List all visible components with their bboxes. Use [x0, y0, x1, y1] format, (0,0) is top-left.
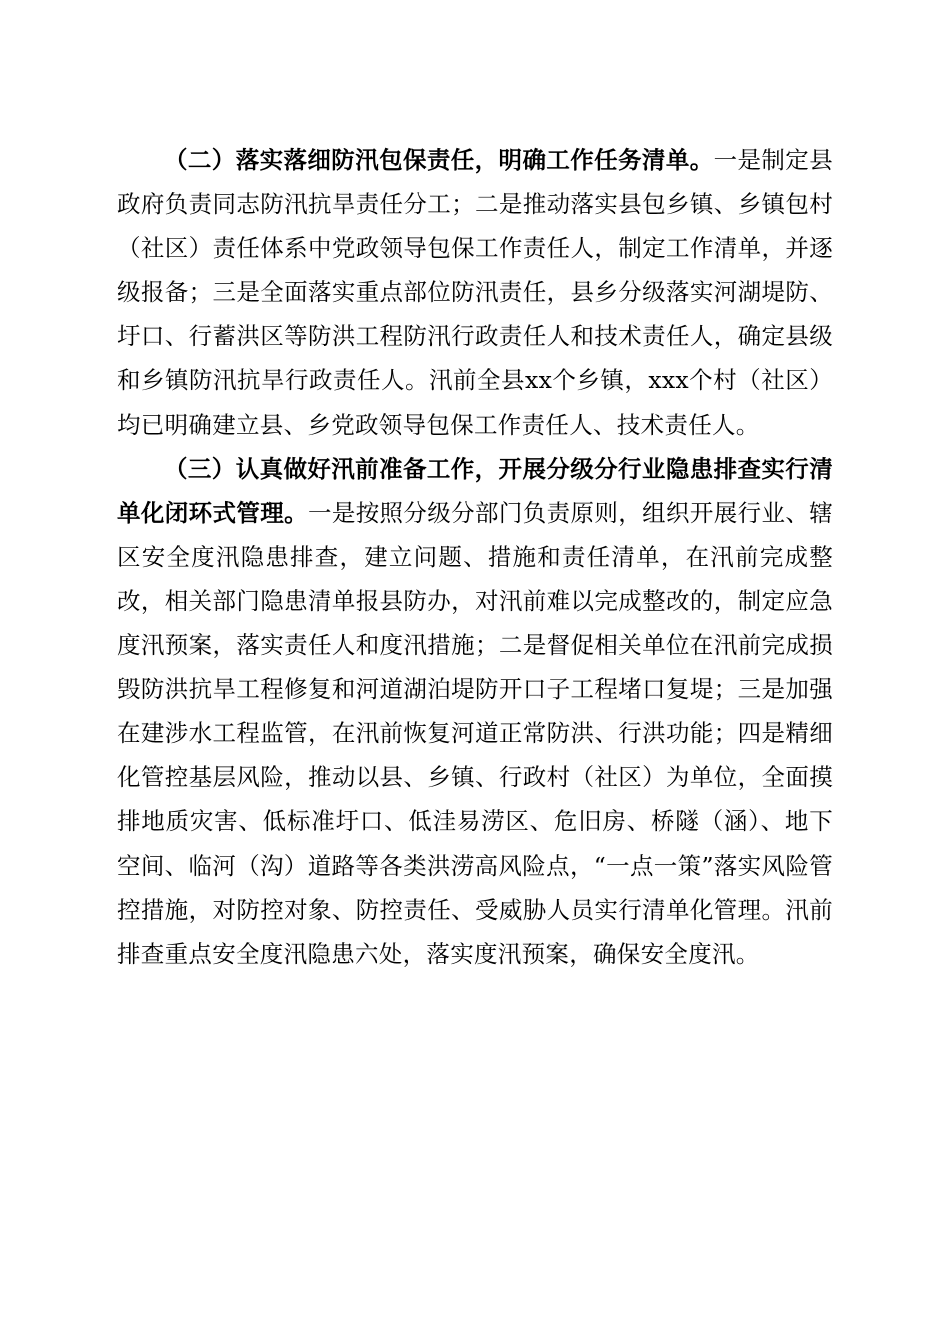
paragraph-2-heading: （二）落实落细防汛包保责任，明确工作任务清单。 [164, 146, 714, 174]
paragraph-3-text: 一是按照分级分部门负责原则，组织开展行业、辖区安全度汛隐患排查，建立问题、措施和责任清单，在汛前完成整改，相关部门隐患清单报县防办，对汛前难以完成整改的，制定应急度汛预案，落实责任人和度汛措施；二是督促相关单位在汛前完成损毁防洪抗旱工程修复和河道湖泊堤防开口子工程堵口复堤；三是加强在建涉水工程监管，在汛前恢复河道正常防洪、行洪功能；四是精细化管控基层风险，推动以县、乡镇、行政村（社区）为单位，全面摸排地质灾害、低标准圩口、低洼易涝区、危旧房、桥隧（涵）、地下空间、临河（沟）道路等各类洪涝高风险点，“一点一策”落实风险管控措施，对防控对象、防控责任、受威胁人员实行清单化管理。汛前排查重点安全度汛隐患六处，落实度汛预案，确保安全度汛。 [117, 498, 833, 968]
paragraph-2 [117, 138, 833, 447]
paragraph-3-heading: （三）认真做好汛前准备工作，开展分级分行业隐患排查实行清单化闭环式管理。 [117, 454, 833, 527]
paragraph-3 [117, 447, 833, 976]
document-body [117, 138, 833, 976]
paragraph-2-text: 一是制定县政府负责同志防汛抗旱责任分工；二是推动落实县包乡镇、乡镇包村（社区）责任体系中党政领导包保工作责任人，制定工作清单，并逐级报备；三是全面落实重点部位防汛责任，县乡分级落实河湖堤防、圩口、行蓄洪区等防洪工程防汛行政责任人和技术责任人，确定县级和乡镇防汛抗旱行政责任人。汛前全县xx个乡镇，xxx个村（社区）均已明确建立县、乡党政领导包保工作责任人、技术责任人。 [117, 146, 833, 439]
